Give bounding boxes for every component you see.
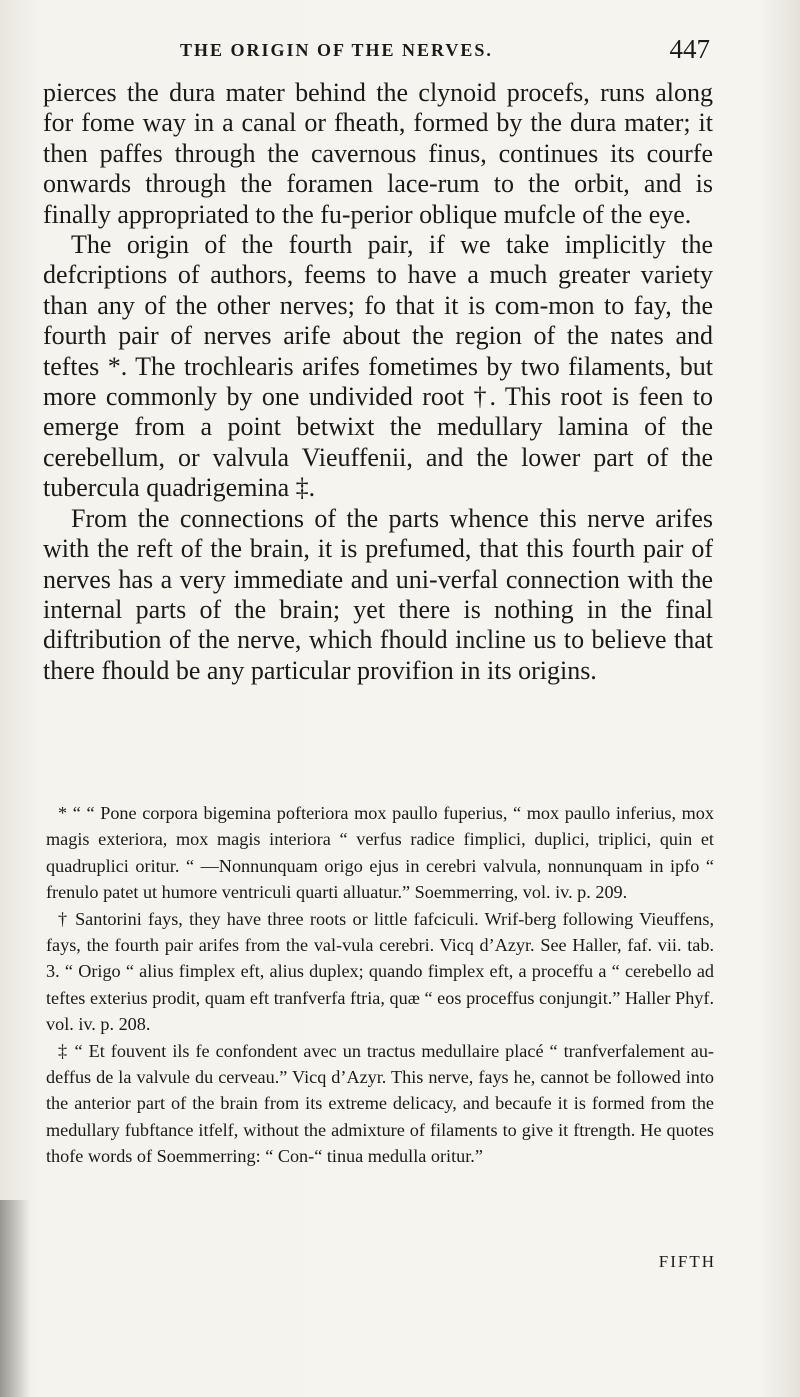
- footnote: * “ “ Pone corpora bigemina pofteriora mox paullo fuperius, “ mox paullo inferius, mox magis exteriora, mox magis interiora “ verfus radice fimplici, duplici, triplici, quin et quadruplici oritur. “ —Nonnunquam origo ejus in cerebri valvula, nonnunquam in ipfo “ frenulo patet ut humore ventriculi quarti alluatur.” Soemmerring, vol. iv. p. 209.: [46, 803, 714, 903]
- footnote: † Santorini fays, they have three roots or little fafciculi. Wrif-berg following Vieuffens, fays, the fourth pair arifes from the val-vula cerebri. Vicq d’Azyr. See Haller, faf. vii. tab. 3. “ Origo “ alius fimplex eft, alius duplex; quando fimplex eft, a proceffu a “ cerebello ad teftes exterius prodit, quam eft tranfverfa ftria, quæ “ eos proceffus conjungit.” Haller Phyf. vol. iv. p. 208.: [46, 908, 714, 1035]
- catchword: FIFTH: [658, 1252, 716, 1271]
- footnotes: [46, 800, 714, 1170]
- body-paragraph: pierces the dura mater behind the clynoid procefs, runs along for fome way in a canal or fheath, formed by the dura mater; it then paffes through the cavernous finus, continues its courfe onwards through the foramen lace-rum to the orbit, and is finally appropriated to the fu-perior oblique mufcle of the eye.: [43, 78, 713, 229]
- footnote: ‡ “ Et fouvent ils fe confondent avec un tractus medullaire placé “ tranfverfalement au-deffus de la valvule du cerveau.” Vicq d’Azyr. This nerve, fays he, cannot be followed into the anterior part of the brain from its extreme delicacy, and becaufe it is formed from the medullary fubftance itfelf, without the admixture of filaments to give it ftrength. He quotes thofe words of Soemmerring: “ Con-“ tinua medulla oritur.”: [46, 1040, 714, 1167]
- body-paragraph: The origin of the fourth pair, if we take implicitly the defcriptions of authors, feems to have a much greater variety than any of the other nerves; fo that it is com-mon to fay, the fourth pair of nerves arife about the region of the nates and teftes *. The trochlearis arifes fometimes by two filaments, but more commonly by one undivided root †. This root is feen to emerge from a point betwixt the medullary lamina of the cerebellum, or valvula Vieuffenii, and the lower part of the tubercula quadrigemina ‡.: [43, 230, 713, 503]
- running-head: THE ORIGIN OF THE NERVES.: [180, 40, 493, 60]
- page-number: 447: [669, 34, 710, 64]
- body-paragraph: From the connections of the parts whence this nerve arifes with the reft of the brain, it is prefumed, that this fourth pair of nerves has a very immediate and uni-verfal connection with the internal parts of the brain; yet there is nothing in the final diftribution of the nerve, which fhould incline us to believe that there fhould be any particular provifion in its origins.: [43, 503, 713, 685]
- page-edge-shadow: [0, 1200, 30, 1397]
- page-header: [40, 34, 720, 74]
- body-text: [43, 78, 713, 686]
